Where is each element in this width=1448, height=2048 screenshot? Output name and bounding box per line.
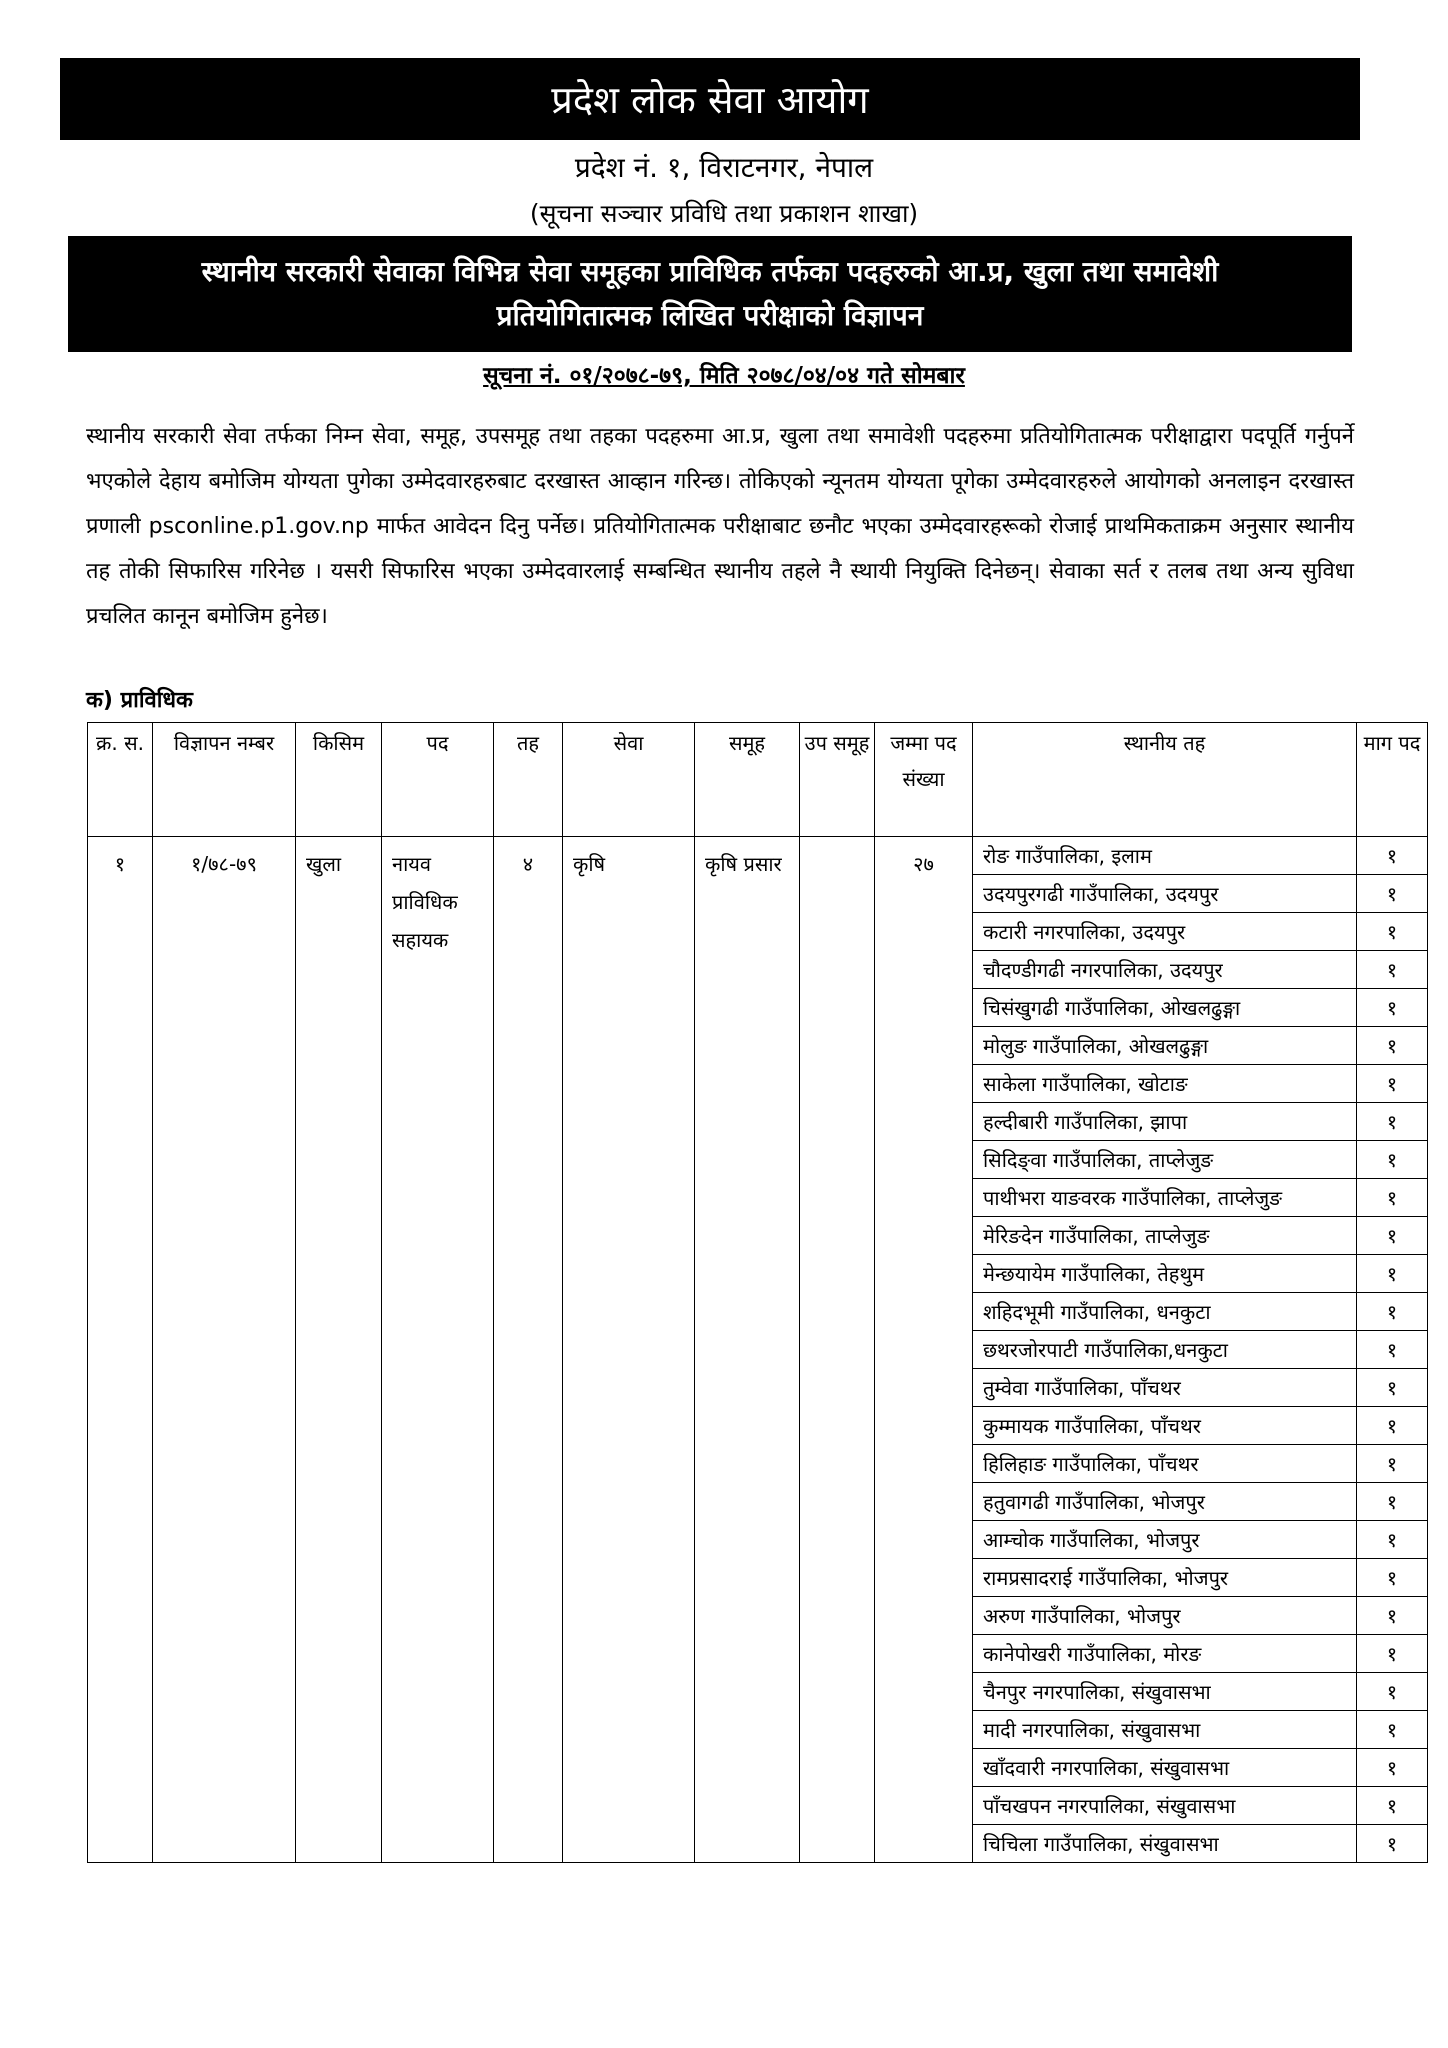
demand-posts: १	[1357, 837, 1428, 875]
demand-posts: १	[1357, 1597, 1428, 1635]
demand-posts: १	[1357, 1483, 1428, 1521]
local-level-name: चौदण्डीगढी नगरपालिका, उदयपुर	[973, 951, 1357, 989]
demand-posts: १	[1357, 1179, 1428, 1217]
table-header-row	[88, 723, 1428, 837]
header-serial-number: क्र. स.	[88, 723, 153, 837]
local-level-name: रोङ गाउँपालिका, इलाम	[973, 837, 1357, 875]
demand-posts: १	[1357, 1673, 1428, 1711]
header-post: पद	[382, 723, 494, 837]
demand-posts: १	[1357, 1407, 1428, 1445]
local-level-name: मादी नगरपालिका, संखुवासभा	[973, 1711, 1357, 1749]
demand-posts: १	[1357, 1293, 1428, 1331]
advertisement-table	[87, 722, 1428, 1863]
branch-name: (सूचना सञ्चार प्रविधि तथा प्रकाशन शाखा)	[529, 199, 919, 228]
demand-posts: १	[1357, 1369, 1428, 1407]
organization-banner	[60, 58, 1360, 140]
row-type: खुला	[296, 837, 382, 1863]
demand-posts: १	[1357, 1521, 1428, 1559]
local-level-name: चिचिला गाउँपालिका, संखुवासभा	[973, 1825, 1357, 1863]
header-subgroup: उप समूह	[800, 723, 875, 837]
local-level-name: मेरिङदेन गाउँपालिका, ताप्लेजुङ	[973, 1217, 1357, 1255]
local-level-name: अरुण गाउँपालिका, भोजपुर	[973, 1597, 1357, 1635]
demand-posts: १	[1357, 951, 1428, 989]
row-subgroup	[800, 837, 875, 1863]
organization-address: प्रदेश नं. १, विराटनगर, नेपाल	[574, 151, 874, 184]
row-level: ४	[494, 837, 563, 1863]
demand-posts: १	[1357, 1825, 1428, 1863]
header-total-posts: जम्मा पद संख्या	[875, 723, 973, 837]
local-level-name: चैनपुर नगरपालिका, संखुवासभा	[973, 1673, 1357, 1711]
local-level-name: तुम्वेवा गाउँपालिका, पाँचथर	[973, 1369, 1357, 1407]
header-type: किसिम	[296, 723, 382, 837]
local-level-name: शहिदभूमी गाउँपालिका, धनकुटा	[973, 1293, 1357, 1331]
demand-posts: १	[1357, 1217, 1428, 1255]
demand-posts: १	[1357, 875, 1428, 913]
advertisement-body-paragraph: स्थानीय सरकारी सेवा तर्फका निम्न सेवा, समूह, उपसमूह तथा तहका पदहरुमा आ.प्र, खुला तथा समावेशी पदहरुमा प्रतियोगितात्मक परीक्षाद्वारा पदपूर्ति गर्नुपर्ने भएकोले देहाय बमोजिम योग्यता पुगेका उम्मेदवारहरुबाट दरखास्त आव्हान गरिन्छ। तोकिएको न्यूनतम योग्यता पूगेका उम्मेदवारहरुले आयोगको अनलाइन दरखास्त प्रणाली psconline.p1.gov.np मार्फत आवेदन दिनु पर्नेछ। प्रतियोगितात्मक परीक्षाबाट छनौट भएका उम्मेदवारहरूको रोजाई प्राथमिकताक्रम अनुसार स्थानीय तह तोकी सिफारिस गरिनेछ । यसरी सिफारिस भएका उम्मेदवारलाई सम्बन्धित स्थानीय तहले नै स्थायी नियुक्ति दिनेछन्। सेवाका सर्त र तलब तथा अन्य सुविधा प्रचलित कानून बमोजिम हुनेछ।	[86, 424, 1354, 629]
local-level-name: छथरजोरपाटी गाउँपालिका,धनकुटा	[973, 1331, 1357, 1369]
local-level-name: हिलिहाङ गाउँपालिका, पाँचथर	[973, 1445, 1357, 1483]
local-level-name: साकेला गाउँपालिका, खोटाङ	[973, 1065, 1357, 1103]
row-serial-number: १	[88, 837, 153, 1863]
header-local-level: स्थानीय तह	[973, 723, 1357, 837]
demand-posts: १	[1357, 989, 1428, 1027]
local-level-name: हतुवागढी गाउँपालिका, भोजपुर	[973, 1483, 1357, 1521]
advertisement-title-box	[68, 236, 1352, 352]
demand-posts: १	[1357, 1445, 1428, 1483]
row-post: नायव प्राविधिक सहायक	[382, 837, 494, 1863]
table-body	[88, 837, 1428, 1863]
row-group: कृषि प्रसार	[695, 837, 800, 1863]
local-level-name: उदयपुरगढी गाउँपालिका, उदयपुर	[973, 875, 1357, 913]
demand-posts: १	[1357, 1787, 1428, 1825]
local-level-name: सिदिङ्वा गाउँपालिका, ताप्लेजुङ	[973, 1141, 1357, 1179]
demand-posts: १	[1357, 1027, 1428, 1065]
organization-name: प्रदेश लोक सेवा आयोग	[551, 78, 869, 122]
row-total-posts: २७	[875, 837, 973, 1863]
table-row	[88, 837, 1428, 875]
local-level-name: पाँचखपन नगरपालिका, संखुवासभा	[973, 1787, 1357, 1825]
row-service: कृषि	[563, 837, 695, 1863]
demand-posts: १	[1357, 1559, 1428, 1597]
advertisement-title-line2: प्रतियोगितात्मक लिखित परीक्षाको विज्ञापन	[496, 299, 924, 332]
header-group: समूह	[695, 723, 800, 837]
header-level: तह	[494, 723, 563, 837]
local-level-name: मेन्छयायेम गाउँपालिका, तेहथुम	[973, 1255, 1357, 1293]
header-demand-posts: माग पद	[1357, 723, 1428, 837]
section-label: क) प्राविधिक	[86, 688, 193, 713]
demand-posts: १	[1357, 1331, 1428, 1369]
local-level-name: मोलुङ गाउँपालिका, ओखलढुङ्गा	[973, 1027, 1357, 1065]
demand-posts: १	[1357, 1711, 1428, 1749]
header-advertisement-number: विज्ञापन नम्बर	[153, 723, 296, 837]
local-level-name: कुम्मायक गाउँपालिका, पाँचथर	[973, 1407, 1357, 1445]
notice-number: सूचना नं. ०१/२०७८-७९, मिति २०७८/०४/०४ गते सोमबार	[483, 363, 965, 389]
local-level-name: कानेपोखरी गाउँपालिका, मोरङ	[973, 1635, 1357, 1673]
local-level-name: खाँदवारी नगरपालिका, संखुवासभा	[973, 1749, 1357, 1787]
header-service: सेवा	[563, 723, 695, 837]
demand-posts: १	[1357, 1255, 1428, 1293]
demand-posts: १	[1357, 1141, 1428, 1179]
demand-posts: १	[1357, 913, 1428, 951]
local-level-name: चिसंखुगढी गाउँपालिका, ओखलढुङ्गा	[973, 989, 1357, 1027]
local-level-name: आम्चोक गाउँपालिका, भोजपुर	[973, 1521, 1357, 1559]
demand-posts: १	[1357, 1749, 1428, 1787]
local-level-name: हल्दीबारी गाउँपालिका, झापा	[973, 1103, 1357, 1141]
local-level-name: रामप्रसादराई गाउँपालिका, भोजपुर	[973, 1559, 1357, 1597]
advertisement-title-line1: स्थानीय सरकारी सेवाका विभिन्न सेवा समूहका प्राविधिक तर्फका पदहरुको आ.प्र, खुला तथा समावेशी	[201, 255, 1219, 288]
row-advertisement-number: १/७८-७९	[153, 837, 296, 1863]
local-level-name: पाथीभरा याङवरक गाउँपालिका, ताप्लेजुङ	[973, 1179, 1357, 1217]
demand-posts: १	[1357, 1103, 1428, 1141]
local-level-name: कटारी नगरपालिका, उदयपुर	[973, 913, 1357, 951]
demand-posts: १	[1357, 1635, 1428, 1673]
demand-posts: १	[1357, 1065, 1428, 1103]
